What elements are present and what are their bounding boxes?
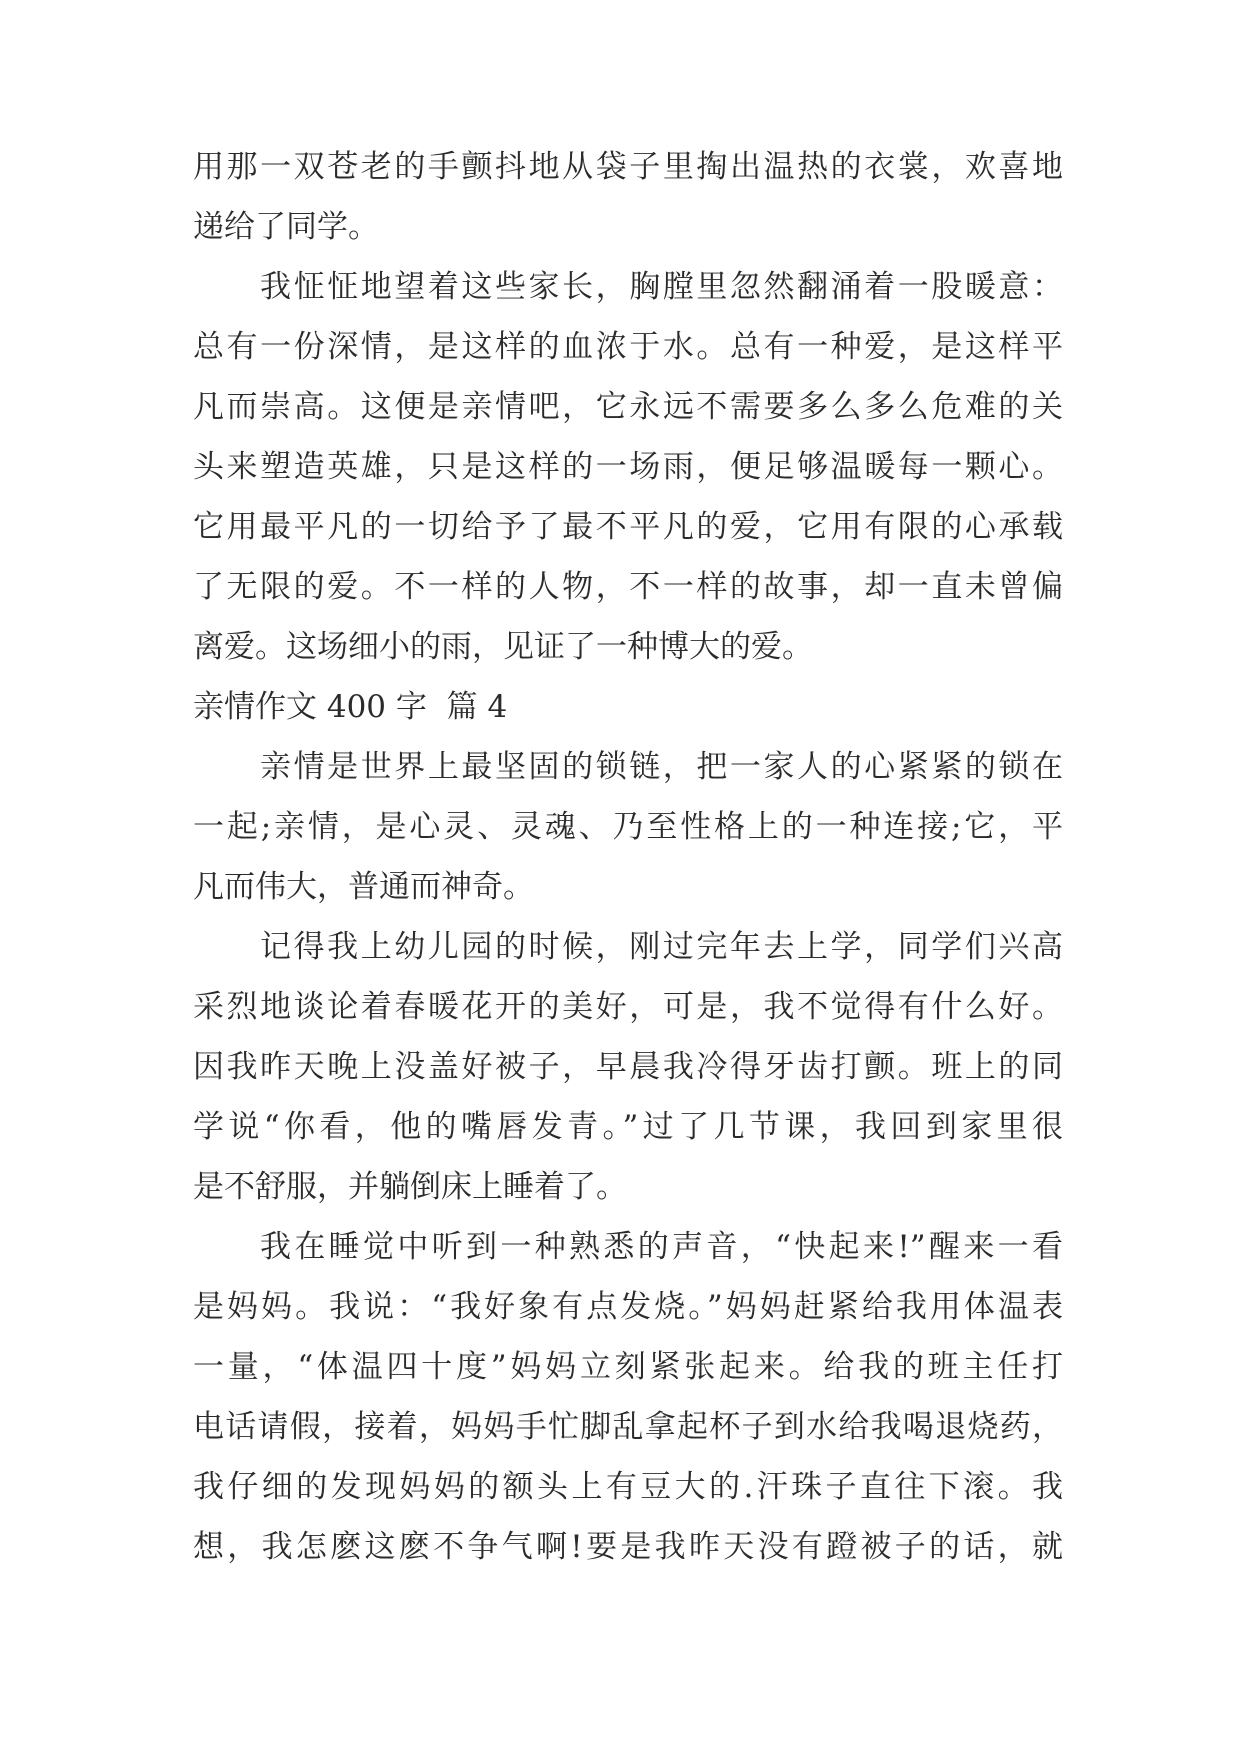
text-line: 凡而伟大，普通而神奇。 xyxy=(193,869,534,905)
text-line: 是不舒服，并躺倒床上睡着了。 xyxy=(193,1169,627,1205)
text-line: 电话请假，接着，妈妈手忙脚乱拿起杯子到水给我喝退烧药， xyxy=(193,1409,1063,1445)
text-line: 我怔怔地望着这些家长，胸膛里忽然翻涌着一股暖意： xyxy=(260,269,1063,305)
text-line: 凡而崇高。这便是亲情吧，它永远不需要多么多么危难的关 xyxy=(193,389,1063,425)
text-line: 我仔细的发现妈妈的额头上有豆大的.汗珠子直往下滚。我 xyxy=(193,1469,1063,1505)
text-line: 亲情是世界上最坚固的锁链，把一家人的心紧紧的锁在 xyxy=(260,749,1063,785)
text-line: 因我昨天晚上没盖好被子，早晨我冷得牙齿打颤。班上的同 xyxy=(193,1049,1063,1085)
section-heading: 亲情作文 400 字 篇 4 xyxy=(193,689,508,725)
text-line: 学说“你看，他的嘴唇发青。”过了几节课，我回到家里很 xyxy=(193,1109,1063,1145)
text-line: 是妈妈。我说：“我好象有点发烧。”妈妈赶紧给我用体温表 xyxy=(193,1289,1063,1325)
text-line: 头来塑造英雄，只是这样的一场雨，便足够温暖每一颗心。 xyxy=(193,449,1063,485)
text-line: 它用最平凡的一切给予了最不平凡的爱，它用有限的心承载 xyxy=(193,509,1063,545)
text-line: 一量，“体温四十度”妈妈立刻紧张起来。给我的班主任打 xyxy=(193,1349,1063,1385)
text-line: 一起;亲情，是心灵、灵魂、乃至性格上的一种连接;它，平 xyxy=(193,809,1063,845)
text-line: 记得我上幼儿园的时候，刚过完年去上学，同学们兴高 xyxy=(260,929,1063,965)
text-line: 了无限的爱。不一样的人物，不一样的故事，却一直未曾偏 xyxy=(193,569,1063,605)
text-line: 想，我怎麽这麽不争气啊!要是我昨天没有蹬被子的话，就 xyxy=(193,1529,1063,1565)
text-line: 离爱。这场细小的雨，见证了一种博大的爱。 xyxy=(193,629,813,665)
text-line: 递给了同学。 xyxy=(193,209,379,245)
text-line: 用那一双苍老的手颤抖地从袋子里掏出温热的衣裳，欢喜地 xyxy=(193,149,1063,185)
text-line: 总有一份深情，是这样的血浓于水。总有一种爱，是这样平 xyxy=(193,329,1063,365)
text-line: 我在睡觉中听到一种熟悉的声音，“快起来!”醒来一看 xyxy=(260,1229,1063,1265)
text-line: 采烈地谈论着春暖花开的美好，可是，我不觉得有什么好。 xyxy=(193,989,1063,1025)
